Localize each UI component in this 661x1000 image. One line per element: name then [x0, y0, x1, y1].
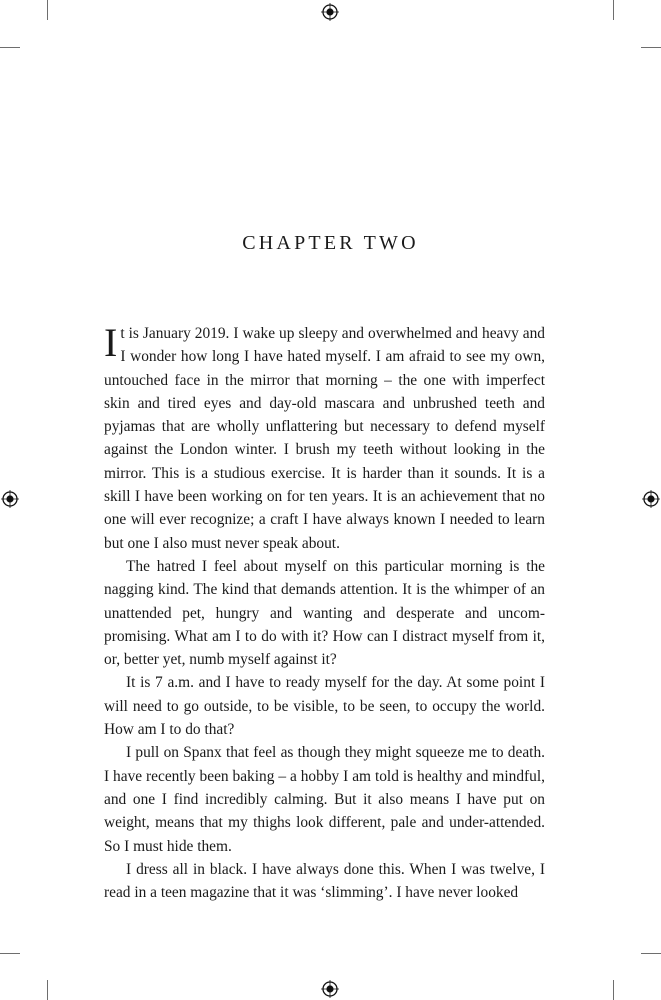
- crop-mark-right-top: [641, 47, 661, 48]
- registration-mark-left-icon: [1, 490, 19, 508]
- paragraph-1: [104, 322, 545, 555]
- paragraph-3: It is 7 a.m. and I have to ready myself for the day. At some point I will need to go outside, to be visible, to be seen, to occupy the world. How am I to do that?: [104, 674, 545, 739]
- chapter-title: CHAPTER TWO: [242, 232, 419, 254]
- crop-mark-left-top: [0, 47, 20, 48]
- crop-mark-right-bottom: [641, 953, 661, 954]
- crop-mark-left-bottom: [0, 953, 20, 954]
- crop-mark-top-right: [613, 0, 614, 20]
- paragraph-text: t is January 2019. I wake up sleepy and overwhelmed and heavy and I wonder how long I have hated myself. I am afraid to see my own, untouched face in the mirror that morning – the one with imperfect skin and tired eyes and day-old mascara and unbrushed teeth and pyjamas that are wholly unflattering but necessary to defend myself against the London winter. I brush my teeth without looking in the mirror. This is a studious exercise. It is harder than it sounds. It is a skill I have been working on for ten years. It is an achievement that no one will ever recognize; a craft I have always known I needed to learn but one I also must never speak about.: [104, 325, 545, 552]
- crop-mark-top-left: [47, 0, 48, 20]
- crop-mark-bottom-left: [47, 980, 48, 1000]
- paragraph-2: The hatred I feel about myself on this particular morning is the nagging kind. The kind that demands attention. It is the whimper of an unattended pet, hungry and wanting and desperate and uncompromising. What am I to do with it? How can I distract myself from it, or, better yet, numb myself against it?: [104, 557, 545, 669]
- paragraph-5: I dress all in black. I have always done this. When I was twelve, I read in a teen magazine that it was ‘slimming’. I have never looked: [104, 860, 545, 902]
- crop-mark-bottom-right: [613, 980, 614, 1000]
- registration-mark-right-icon: [642, 490, 660, 508]
- paragraph-4: I pull on Spanx that feel as though they might squeeze me to death. I have recently been baking – a hobby I am told is healthy and mindful, and one I find incredibly calming. But it also means I have put on weight, means that my thighs look different, pale and under-attended. So I must hide them.: [104, 744, 545, 855]
- drop-cap: I: [104, 320, 118, 365]
- registration-mark-bottom-icon: [321, 980, 339, 998]
- registration-mark-top-icon: [321, 3, 339, 21]
- body-text: [104, 322, 545, 904]
